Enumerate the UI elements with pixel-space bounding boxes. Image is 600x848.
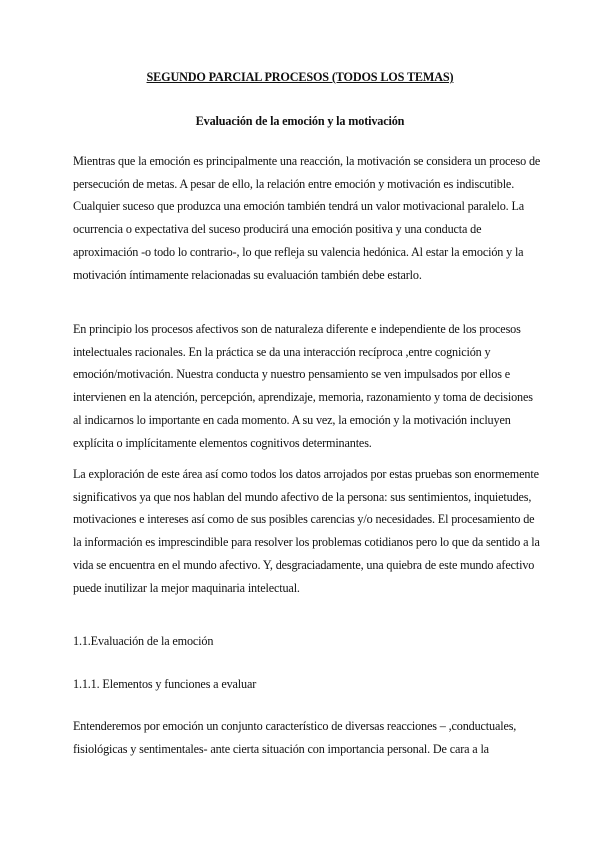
paragraph: En principio los procesos afectivos son de naturaleza diferente e independiente de los procesos intelectuales racionales. En la práctica se da una interacción recíproca ,entre cognición y emoción/motivación. Nuestra conducta y nuestro pensamiento se ven impulsados por ellos e intervienen en la atención, percepción, aprendizaje, memoria, razonamiento y toma de decisiones al indicarnos lo importante en cada momento. A su vez, la emoción y la motivación incluyen explícita o implícitamente elementos cognitivos determinantes. bbox=[73, 322, 533, 450]
document-title: SEGUNDO PARCIAL PROCESOS (TODOS LOS TEMAS) bbox=[146, 70, 454, 84]
paragraph: Entenderemos por emoción un conjunto característico de diversas reacciones – ,conductuales, fisiológicas y sentimentales- ante cierta situación con importancia personal. De cara a la bbox=[73, 719, 517, 756]
subsection-heading: 1.1.1. Elementos y funciones a evaluar bbox=[73, 677, 257, 691]
paragraph: Mientras que la emoción es principalmente una reacción, la motivación se considera un proceso de persecución de metas. A pesar de ello, la relación entre emoción y motivación es indiscutible. Cualquier suceso que produzca una emoción también tendrá un valor motivacional paralelo. La ocurrencia o expectativa del suceso producirá una emoción positiva y una conducta de aproximación -o todo lo contrario-, lo que refleja su valencia hedónica. Al estar la emoción y la motivación íntimamente relacionadas su evaluación también debe estarlo. bbox=[73, 154, 541, 282]
document-subtitle: Evaluación de la emoción y la motivación bbox=[195, 114, 405, 128]
section-heading: 1.1.Evaluación de la emoción bbox=[73, 634, 214, 648]
paragraph: La exploración de este área así como todos los datos arrojados por estas pruebas son enormemente significativos ya que nos hablan del mundo afectivo de la persona: sus sentimientos, inquietudes, motivaciones e intereses así como de sus posibles carencias y/o necesidades. El procesamiento de la información es imprescindible para resolver los problemas cotidianos pero lo que da sentido a la vida se encuentra en el mundo afectivo. Y, desgraciadamente, una quiebra de este mundo afectivo puede inutilizar la mejor maquinaria intelectual. bbox=[73, 467, 540, 595]
